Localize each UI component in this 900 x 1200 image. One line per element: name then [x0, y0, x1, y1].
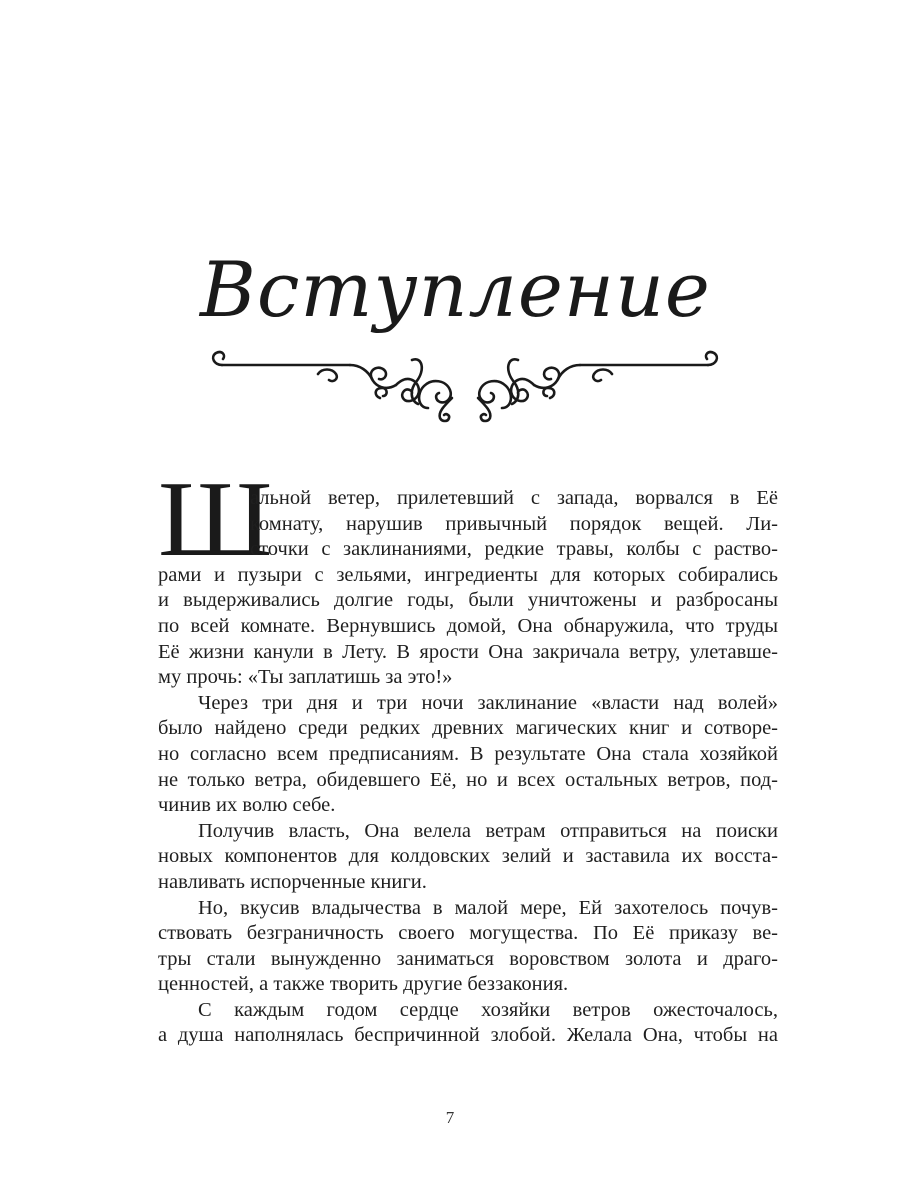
- text-line: С каждым годом сердце хозяйки ветров ожесточалось,: [198, 998, 778, 1021]
- text-line: и выдерживались долгие годы, были уничтожены и разбросаны: [158, 589, 778, 612]
- text-line: тры стали вынужденно заниматься воровством золота и драго-: [158, 947, 778, 970]
- text-line: ствовать безграничность своего могущества. По Её приказу ве-: [158, 922, 778, 945]
- body-text: [158, 486, 778, 1049]
- text-line: но согласно всем предписаниям. В результате Она стала хозяйкой: [158, 742, 778, 765]
- text-line: альной ветер, прилетевший с запада, ворвался в Её: [250, 487, 778, 509]
- text-line: Через три дня и три ночи заклинание «власти над волей»: [198, 691, 778, 714]
- text-line: Получив власть, Она велела ветрам отправиться на поиски: [198, 819, 778, 842]
- text-line: чинив их волю себе.: [158, 794, 336, 817]
- text-line: Но, вкусив владычества в малой мере, Ей захотелось почув-: [198, 896, 778, 919]
- text-line: комнату, нарушив привычный порядок вещей. Ли-: [250, 512, 778, 535]
- text-line: навливать испорченные книги.: [158, 870, 427, 893]
- text-line: рами и пузыри с зельями, ингредиенты для которых собирались: [158, 563, 778, 586]
- page-number: 7: [445, 1108, 455, 1127]
- ornament-divider-icon: [200, 348, 730, 423]
- text-line: новых компонентов для колдовских зелий и заставила их восста-: [158, 845, 778, 868]
- text-line: а душа наполнялась беспричинной злобой. Желала Она, чтобы на: [158, 1024, 778, 1047]
- text-line: было найдено среди редких древних магических книг и сотворе-: [158, 717, 778, 740]
- chapter-title: Вступление: [200, 245, 711, 334]
- text-line: му прочь: «Ты заплатишь за это!»: [158, 666, 453, 689]
- text-line: сточки с заклинаниями, редкие травы, колбы с раство-: [250, 538, 778, 561]
- text-line: Её жизни канули в Лету. В ярости Она закричала ветру, улетавше-: [158, 640, 778, 663]
- text-line: ценностей, а также творить другие беззакония.: [158, 973, 569, 996]
- text-line: по всей комнате. Вернувшись домой, Она обнаружила, что труды: [158, 614, 778, 637]
- text-line: не только ветра, обидевшего Её, но и всех остальных ветров, под-: [158, 768, 778, 791]
- drop-cap: Ш: [158, 460, 273, 579]
